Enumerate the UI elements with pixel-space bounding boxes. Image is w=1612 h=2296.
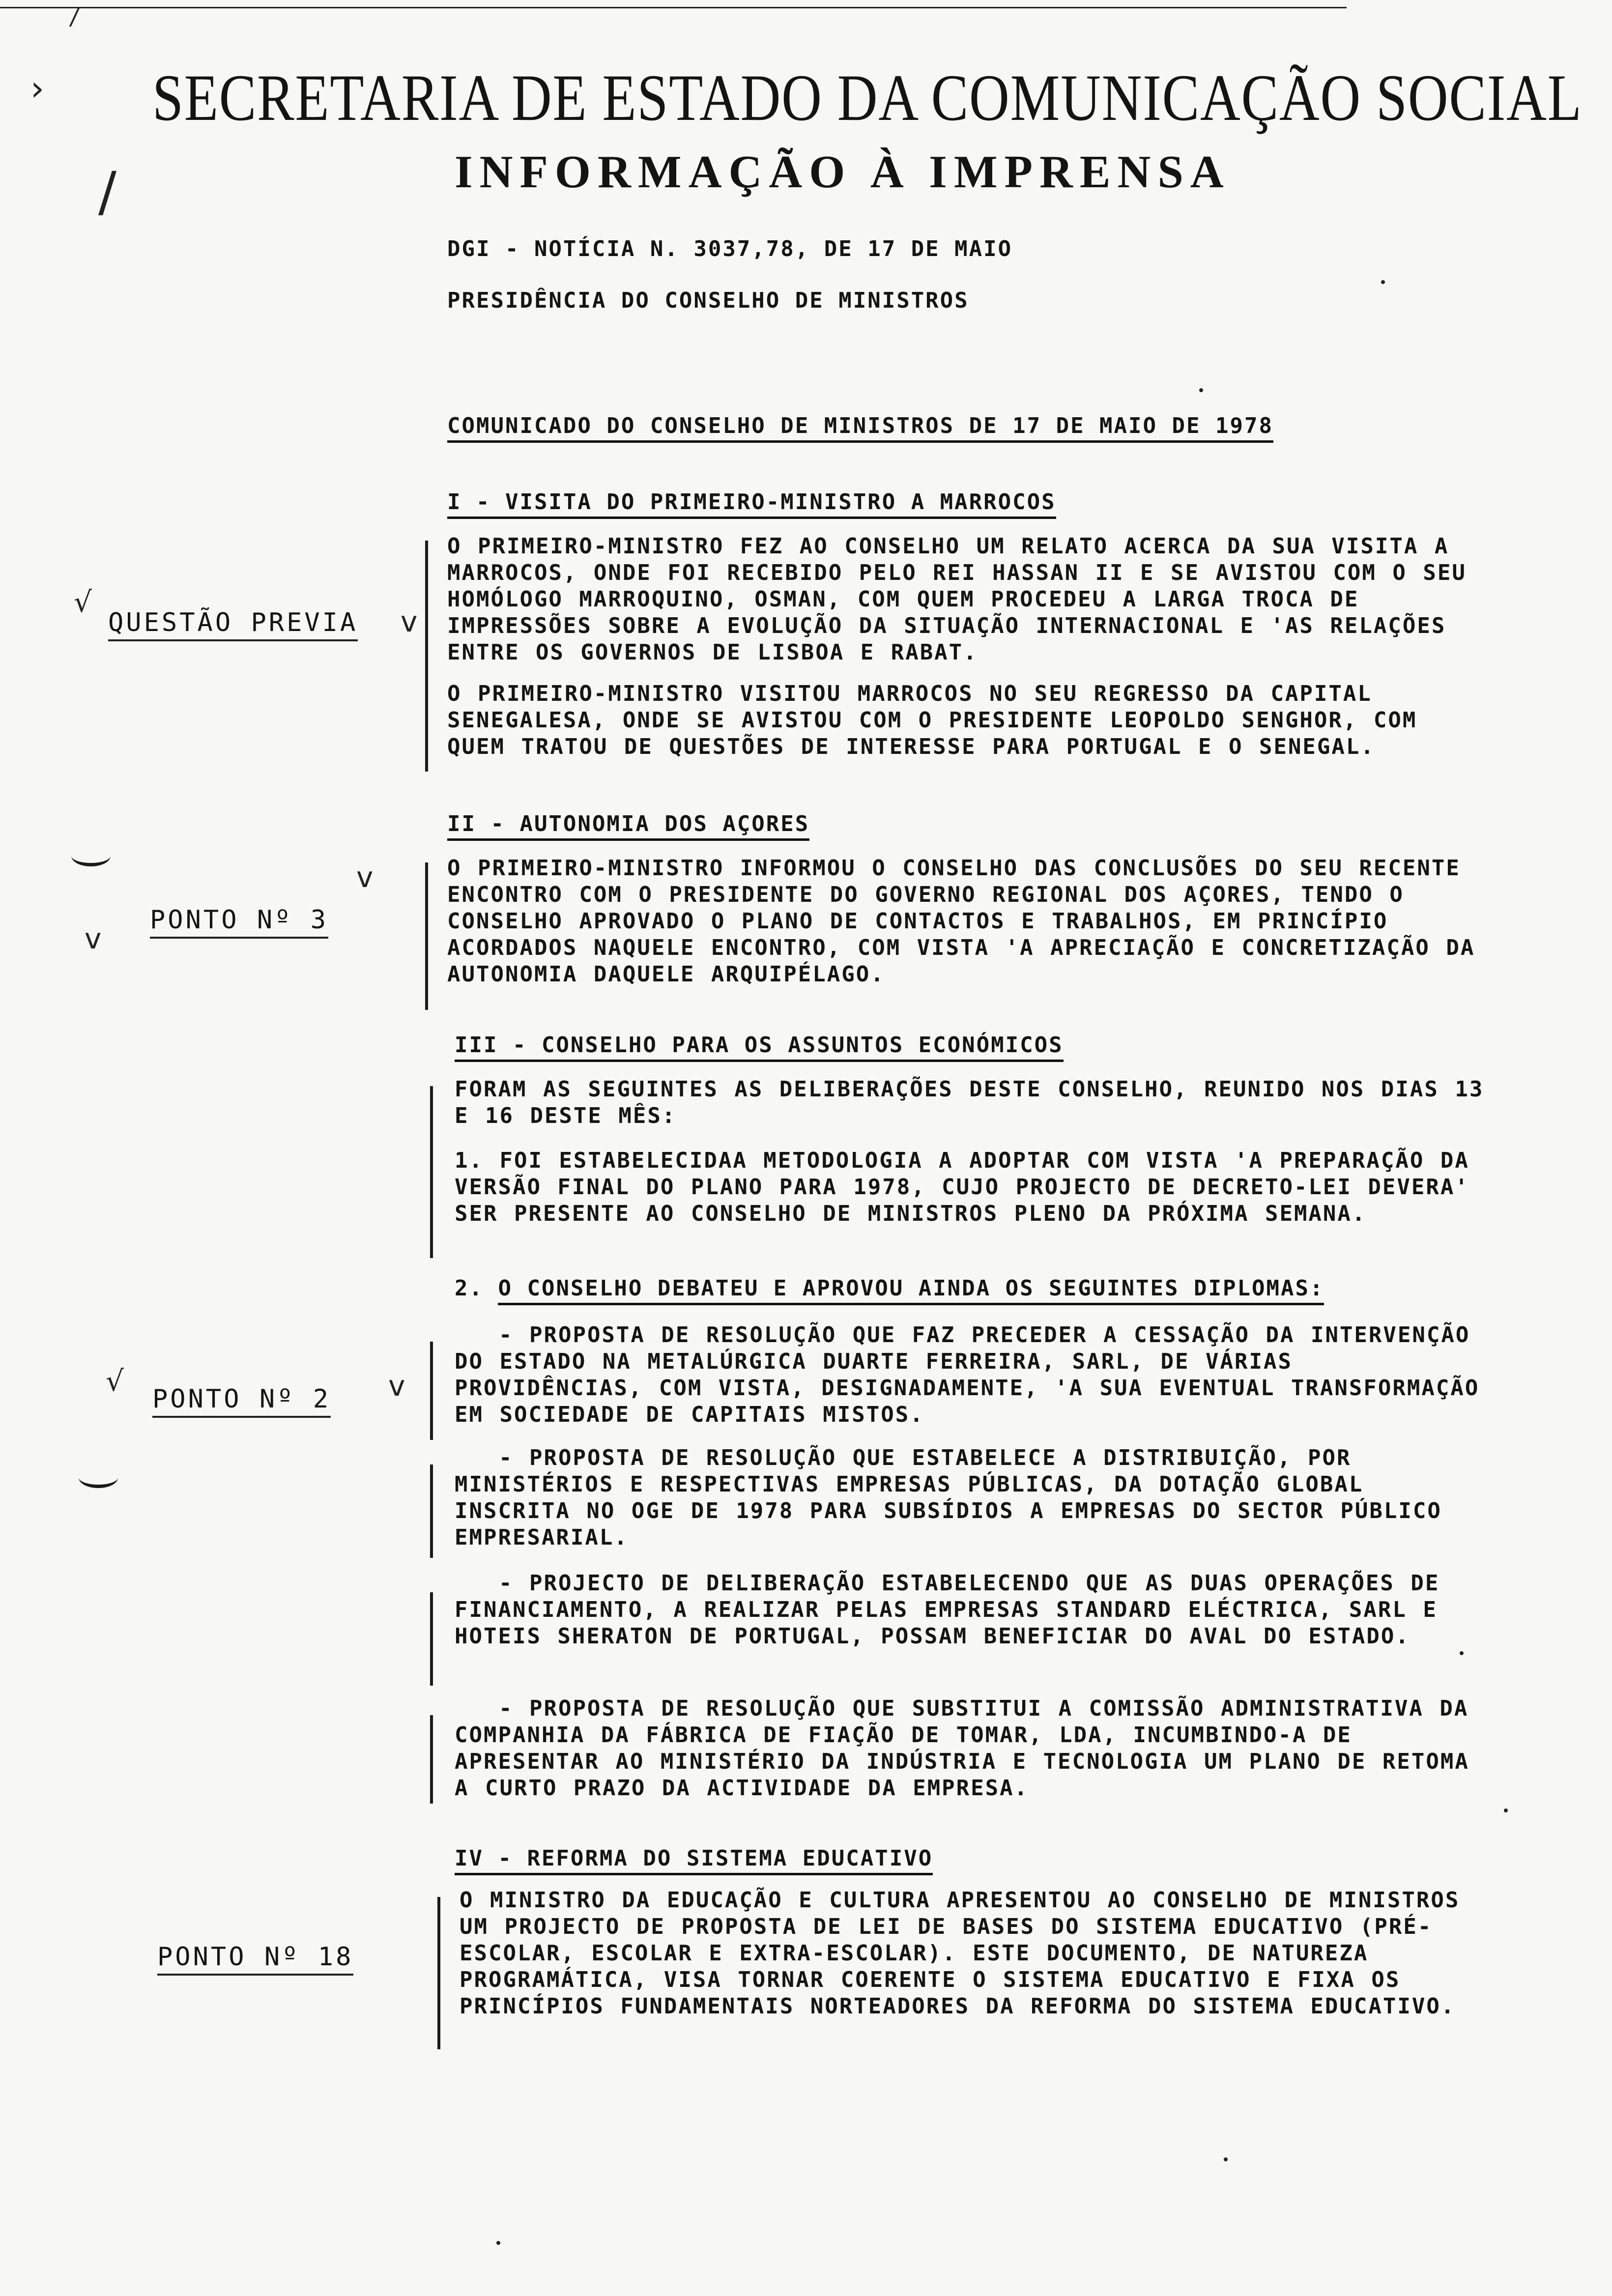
section-2-heading: [447, 811, 809, 837]
section-4-heading-text: IV - REFORMA DO SISTEMA EDUCATIVO: [455, 1846, 933, 1875]
tick-mark: v: [85, 922, 102, 955]
section-3-item-1: 1. FOI ESTABELECIDAA METODOLOGIA A ADOPTAR COM VISTA 'A PREPARAÇÃO DA VERSÃO FINAL DO PLANO PARA 1978, CUJO PROJECTO DE DECRETO-LEI DEVERA' SER PRESENTE AO CONSELHO DE MINISTROS PLENO DA PRÓXIMA SEMANA.: [455, 1148, 1469, 1226]
speck-mark: [1199, 388, 1203, 392]
section-3-heading-text: III - CONSELHO PARA OS ASSUNTOS ECONÓMICOS: [455, 1033, 1064, 1062]
margin-label-ponto-3: [150, 907, 328, 933]
communique-title-text: COMUNICADO DO CONSELHO DE MINISTROS DE 17 DE MAIO DE 1978: [447, 413, 1273, 443]
margin-label-text: PONTO Nº 2: [152, 1384, 331, 1418]
slash-tick-mark: /: [98, 160, 117, 223]
speck-mark: [496, 2241, 500, 2245]
diploma-3: - PROJECTO DE DELIBERAÇÃO ESTABELECENDO QUE AS DUAS OPERAÇÕES DE FINANCIAMENTO, A REALIZAR PELAS EMPRESAS STANDARD ELÉCTRICA, SARL E HOTEIS SHERATON DE PORTUGAL, POSSAM BENEFICIAR DO AVAL DO ESTADO.: [455, 1571, 1440, 1649]
speck-mark: [1224, 2157, 1228, 2161]
section-4-heading: [455, 1845, 933, 1872]
section-4-paragraph-1: O MINISTRO DA EDUCAÇÃO E CULTURA APRESENTOU AO CONSELHO DE MINISTROS UM PROJECTO DE PROPOSTA DE LEI DE BASES DO SISTEMA EDUCATIVO (PRÉ-ESCOLAR, ESCOLAR E EXTRA-ESCOLAR). ESTE DOCUMENTO, DE NATUREZA PROGRAMÁTICA, VISA TORNAR COERENTE O SISTEMA EDUCATIVO E FIXA OS PRINCÍPIOS FUNDAMENTAIS NORTEADORES DA REFORMA DO SISTEMA EDUCATIVO.: [460, 1888, 1460, 2019]
margin-bracket: [430, 1715, 433, 1804]
press-info-title: INFORMAÇÃO À IMPRENSA: [455, 146, 1231, 198]
margin-bracket: [425, 541, 428, 772]
communique-title: [447, 413, 1273, 439]
institution-title: SECRETARIA DE ESTADO DA COMUNICAÇÃO SOCIAL: [152, 61, 1583, 135]
notice-reference: DGI - NOTÍCIA N. 3037,78, DE 17 DE MAIO: [447, 236, 1013, 261]
diploma-1: - PROPOSTA DE RESOLUÇÃO QUE FAZ PRECEDER A CESSAÇÃO DA INTERVENÇÃO DO ESTADO NA METALÚRGICA DUARTE FERREIRA, SARL, DE VÁRIAS PROVIDÊNCIAS, COM VISTA, DESIGNADAMENTE, 'A SUA EVENTUAL TRANSFORMAÇÃO EM SOCIEDADE DE CAPITAIS MISTOS.: [455, 1322, 1480, 1427]
department-line: PRESIDÊNCIA DO CONSELHO DE MINISTROS: [447, 288, 969, 313]
margin-bracket: [430, 1592, 433, 1686]
margin-bracket: [430, 1464, 433, 1558]
curve-mark: [79, 1467, 118, 1488]
section-2-heading-text: II - AUTONOMIA DOS AÇORES: [447, 811, 809, 841]
section-1-heading-text: I - VISITA DO PRIMEIRO-MINISTRO A MARROCOS: [447, 489, 1056, 519]
margin-label-ponto-18: [157, 1944, 353, 1970]
corner-scribble-mark: ›: [30, 68, 44, 109]
check-mark: √: [74, 585, 92, 619]
speck-mark: [1504, 1808, 1508, 1812]
tick-mark: v: [356, 861, 374, 894]
tick-mark: v: [401, 605, 418, 638]
diploma-4: - PROPOSTA DE RESOLUÇÃO QUE SUBSTITUI A COMISSÃO ADMINISTRATIVA DA COMPANHIA DA FÁBRICA DE FIAÇÃO DE TOMAR, LDA, INCUMBINDO-A DE APRESENTAR AO MINISTÉRIO DA INDÚSTRIA E TECNOLOGIA UM PLANO DE RETOMA A CURTO PRAZO DA ACTIVIDADE DA EMPRESA.: [455, 1696, 1469, 1801]
margin-label-text: PONTO Nº 18: [157, 1942, 353, 1976]
top-rule: [0, 7, 1347, 8]
section-1-paragraph-2: O PRIMEIRO-MINISTRO VISITOU MARROCOS NO SEU REGRESSO DA CAPITAL SENEGALESA, ONDE SE AVISTOU COM O PRESIDENTE LEOPOLDO SENGHOR, COM QUEM TRATOU DE QUESTÕES DE INTERESSE PARA PORTUGAL E O SENEGAL.: [447, 681, 1417, 759]
item-2-heading-text: O CONSELHO DEBATEU E APROVOU AINDA OS SEGUINTES DIPLOMAS:: [498, 1276, 1324, 1305]
tick-mark: v: [388, 1369, 405, 1403]
speck-mark: [1381, 280, 1385, 284]
speck-mark: [1460, 1651, 1464, 1655]
section-3-heading: [455, 1032, 1064, 1059]
margin-bracket: [430, 1086, 433, 1258]
margin-bracket: [425, 862, 428, 1010]
section-3-item-2-heading: [455, 1275, 1324, 1302]
top-tick-mark: [69, 7, 90, 27]
margin-label-text: PONTO Nº 3: [150, 905, 328, 939]
check-mark: √: [106, 1364, 124, 1398]
section-2-paragraph-1: O PRIMEIRO-MINISTRO INFORMOU O CONSELHO DAS CONCLUSÕES DO SEU RECENTE ENCONTRO COM O PRESIDENTE DO GOVERNO REGIONAL DOS AÇORES, TENDO O CONSELHO APROVADO O PLANO DE CONTACTOS E TRABALHOS, EM PRINCÍPIO ACORDADOS NAQUELE ENCONTRO, COM VISTA 'A APRECIAÇÃO E CONCRETIZAÇÃO DA AUTONOMIA DAQUELE ARQUIPÉLAGO.: [447, 856, 1475, 987]
margin-bracket: [430, 1342, 433, 1440]
margin-label-questao-previa: [108, 609, 358, 636]
diploma-2: - PROPOSTA DE RESOLUÇÃO QUE ESTABELECE A DISTRIBUIÇÃO, POR MINISTÉRIOS E RESPECTIVAS EMPRESAS PÚBLICAS, DA DOTAÇÃO GLOBAL INSCRITA NO OGE DE 1978 PARA SUBSÍDIOS A EMPRESAS DO SECTOR PÚBLICO EMPRESARIAL.: [455, 1445, 1442, 1550]
curve-mark: [71, 845, 111, 866]
margin-label-ponto-2: [152, 1386, 331, 1412]
item-2-number: 2.: [455, 1276, 484, 1301]
section-1-paragraph-1: O PRIMEIRO-MINISTRO FEZ AO CONSELHO UM RELATO ACERCA DA SUA VISITA A MARROCOS, ONDE FOI RECEBIDO PELO REI HASSAN II E SE AVISTOU COM O SEU HOMÓLOGO MARROQUINO, OSMAN, COM QUEM PROCEDEU A LARGA TROCA DE IMPRESSÕES SOBRE A EVOLUÇÃO DA SITUAÇÃO INTERNACIONAL E 'AS RELAÇÕES ENTRE OS GOVERNOS DE LISBOA E RABAT.: [447, 534, 1467, 665]
section-3-intro: FORAM AS SEGUINTES AS DELIBERAÇÕES DESTE CONSELHO, REUNIDO NOS DIAS 13 E 16 DESTE MÊS:: [455, 1077, 1484, 1128]
margin-bracket: [437, 1897, 440, 2049]
section-1-heading: [447, 489, 1056, 516]
margin-label-text: QUESTÃO PREVIA: [108, 608, 358, 641]
